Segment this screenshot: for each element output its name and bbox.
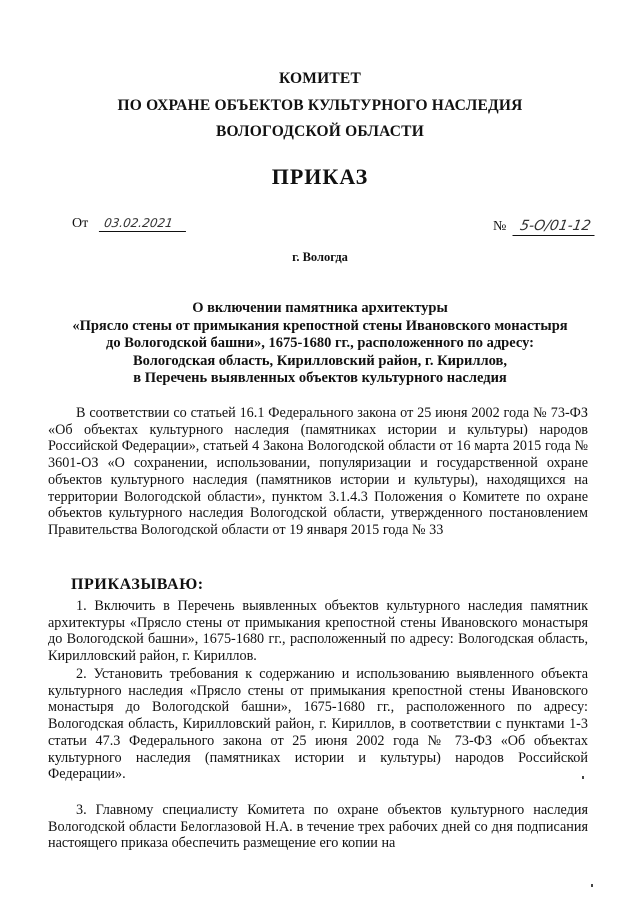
- committee-name-line-2: ПО ОХРАНЕ ОБЪЕКТОВ КУЛЬТУРНОГО НАСЛЕДИЯ: [117, 97, 523, 114]
- committee-name-line-3: ВОЛОГОДСКОЙ ОБЛАСТИ: [216, 123, 424, 140]
- order-directive-heading: ПРИКАЗЫВАЮ:: [71, 576, 204, 593]
- scan-speck: [591, 884, 593, 887]
- number-label: №: [493, 219, 507, 234]
- order-date: [72, 216, 186, 232]
- order-subject-line-2: «Прясло стены от примыкания крепостной стены Ивановского монастыря: [72, 317, 568, 334]
- order-subject-line-4: Вологодская область, Кирилловский район, г. Кириллов,: [133, 352, 507, 369]
- order-subject-line-5: в Перечень выявленных объектов культурного наследия: [133, 370, 507, 386]
- preamble-paragraph: В соответствии со статьей 16.1 Федерального закона от 25 июня 2002 года № 73-ФЗ «Об объектах культурного наследия (памятниках истории и культуры) народов Российской Федерации», статьей 4 Закона Вологодской области от 16 марта 2015 года № 3601-ОЗ «О сохранении, использовании, популяризации и государственной охране объектов культурного наследия (памятников истории и культуры), находящихся на территории Вологодской области», пунктом 3.1.4.3 Положения о Комитете по охране объектов культурного наследия Вологодской области, утвержденного постановлением Правительства Вологодской области от 19 января 2015 года № 33: [48, 405, 588, 538]
- city-name: г. Вологда: [292, 250, 348, 264]
- order-subject-line-1: О включении памятника архитектуры: [192, 300, 448, 316]
- committee-name-line-1: КОМИТЕТ: [278, 70, 361, 87]
- order-item-1: 1. Включить в Перечень выявленных объектов культурного наследия памятник архитектуры «Прясло стены от примыкания крепостной стены Ивановского монастыря до Вологодской башни», 1675-1680 гг., расположенный по адресу: Вологодская область, Кирилловский район, г. Кириллов.: [48, 598, 588, 665]
- date-label: От: [72, 216, 89, 231]
- scan-speck: [582, 776, 584, 779]
- order-number: [493, 218, 596, 236]
- document-type-title: ПРИКАЗ: [271, 164, 369, 189]
- order-subject-line-3: до Вологодской башни», 1675-1680 гг., расположенного по адресу:: [106, 335, 534, 351]
- order-item-3: 3. Главному специалисту Комитета по охране объектов культурного наследия Вологодской области Белоглазовой Н.А. в течение трех рабочих дней со дня подписания настоящего приказа обеспечить размещение его копии на: [48, 802, 588, 852]
- order-item-2: 2. Установить требования к содержанию и использованию выявленного объекта культурного наследия «Прясло стены от примыкания крепостной стены Ивановского монастыря до Вологодской башни», 1675-1680 гг., расположенного по адресу: Вологодская область, Кирилловский район, г. Кириллов, в соответствии с пунктами 1-3 статьи 47.3 Федерального закона от 25 июня 2002 года № 73-ФЗ «Об объектах культурного наследия (памятниках истории и культуры) народов Российской Федерации».: [48, 666, 588, 783]
- date-handwritten-value: 03.02.2021: [99, 216, 188, 232]
- number-handwritten-value: 5-О/01-12: [512, 218, 598, 236]
